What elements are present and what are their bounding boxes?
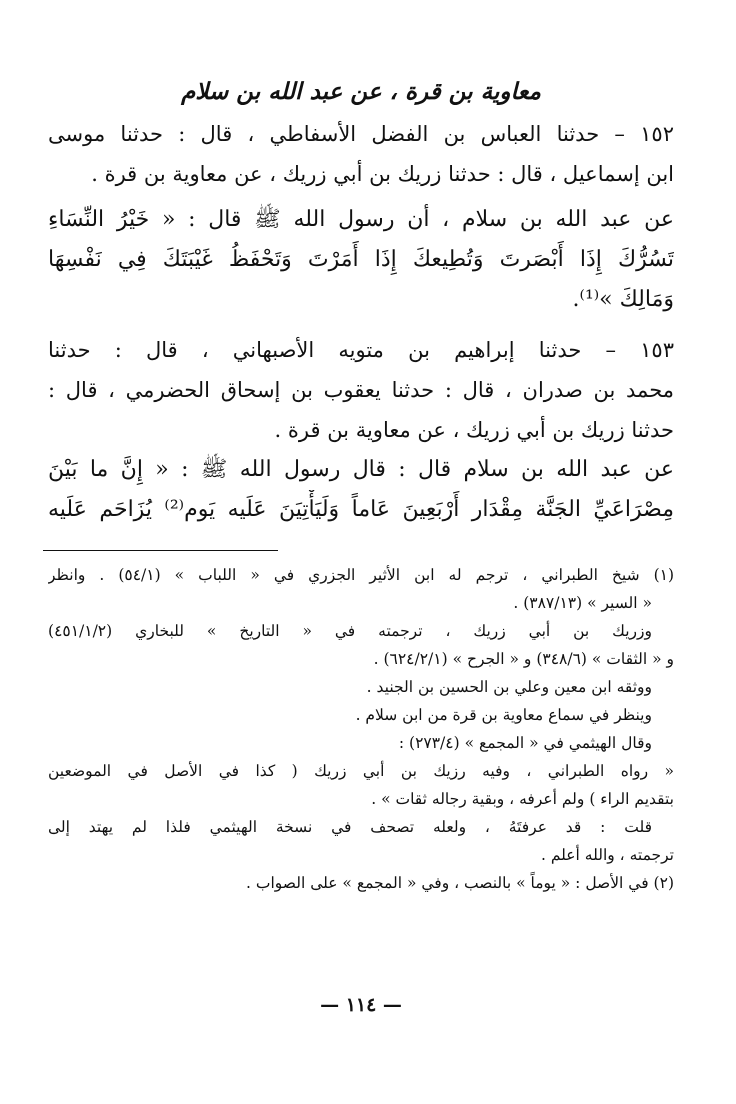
hadith-152-line: ١٥٢ – حدثنا العباس بن الفضل الأسفاطي ، قال : حدثنا موسى	[48, 122, 674, 146]
hadith-153	[48, 330, 674, 530]
footnotes	[48, 561, 674, 897]
footnote-line: وزريك بن أبي زريك ، ترجمته في « التاريخ » للبخاري (٤٥١/١/٢)	[48, 622, 652, 640]
section-heading: معاوية بن قرة ، عن عبد الله بن سلام	[181, 78, 541, 105]
hadith-153-line: ١٥٣ – حدثنا إبراهيم بن متويه الأصبهاني ، قال : حدثنا	[48, 338, 674, 362]
footnote-line: و « الثقات » (٣٤٨/٦) و « الجرح » (٦٢٤/٢/١) .	[373, 650, 674, 668]
footnote-line: ترجمته ، والله أعلم .	[541, 846, 674, 864]
footnote-line: « رواه الطبراني ، وفيه رزيك بن أبي زريك ( كذا في الأصل في الموضعين	[48, 762, 674, 780]
footnote-line: بتقديم الراء ) ولم أعرفه ، وبقية رجاله ثقات » .	[371, 790, 674, 808]
hadith-153-line: مِصْرَاعَيِّ الجَنَّة مِقْدَار أَرْبَعِينَ عَاماً وَلَيَأْتِيَنَ عَلَيه يَوم⁽²⁾ يُزَاحَم عَلَيه	[48, 497, 674, 522]
footnote-divider	[43, 550, 278, 551]
footnote-line: « السير » (٣٨٧/١٣) .	[513, 594, 652, 612]
hadith-153-line: عن عبد الله بن سلام قال : قال رسول الله ﷺ : « إِنَّ ما بَيْنَ	[48, 457, 674, 482]
book-page	[48, 70, 674, 1080]
hadith-152	[48, 114, 674, 320]
footnote-line: (٢) في الأصل : « يوماً » بالنصب ، وفي « المجمع » على الصواب .	[246, 874, 674, 892]
footnote-line: قلت : قد عرفتَهُ ، ولعله تصحف في نسخة الهيثمي فلذا لم يهتد إلى	[48, 818, 652, 836]
hadith-152-line: ابن إسماعيل ، قال : حدثنا زريك بن أبي زريك ، عن معاوية بن قرة .	[91, 162, 674, 186]
hadith-153-line: محمد بن صدران ، قال : حدثنا يعقوب بن إسحاق الحضرمي ، قال :	[48, 378, 674, 402]
hadith-152-line: تَسُرُّكَ إِذَا أَبْصَرتَ وَتُطِيعكَ إِذَا أَمَرْتَ وَتَحْفَظُ غَيْبَتَكَ فِي نَفْسِهَا	[48, 247, 674, 272]
page-number: — ١١٤ —	[320, 994, 402, 1016]
hadith-152-line: وَمَالِكَ »⁽¹⁾.	[572, 287, 674, 312]
footnote-line: وينظر في سماع معاوية بن قرة من ابن سلام .	[355, 706, 652, 724]
footnote-line: وقال الهيثمي في « المجمع » (٢٧٣/٤) :	[398, 734, 652, 752]
footnote-line: (١) شيخ الطبراني ، ترجم له ابن الأثير الجزري في « اللباب » (٥٤/١) . وانظر	[48, 566, 674, 584]
hadith-152-line: عن عبد الله بن سلام ، أن رسول الله ﷺ قال : « خَيْرُ النِّسَاءِ	[48, 207, 674, 232]
hadith-153-line: حدثنا زريك بن أبي زريك ، عن معاوية بن قرة .	[274, 418, 674, 442]
footnote-line: ووثقه ابن معين وعلي بن الحسين بن الجنيد .	[366, 678, 652, 696]
